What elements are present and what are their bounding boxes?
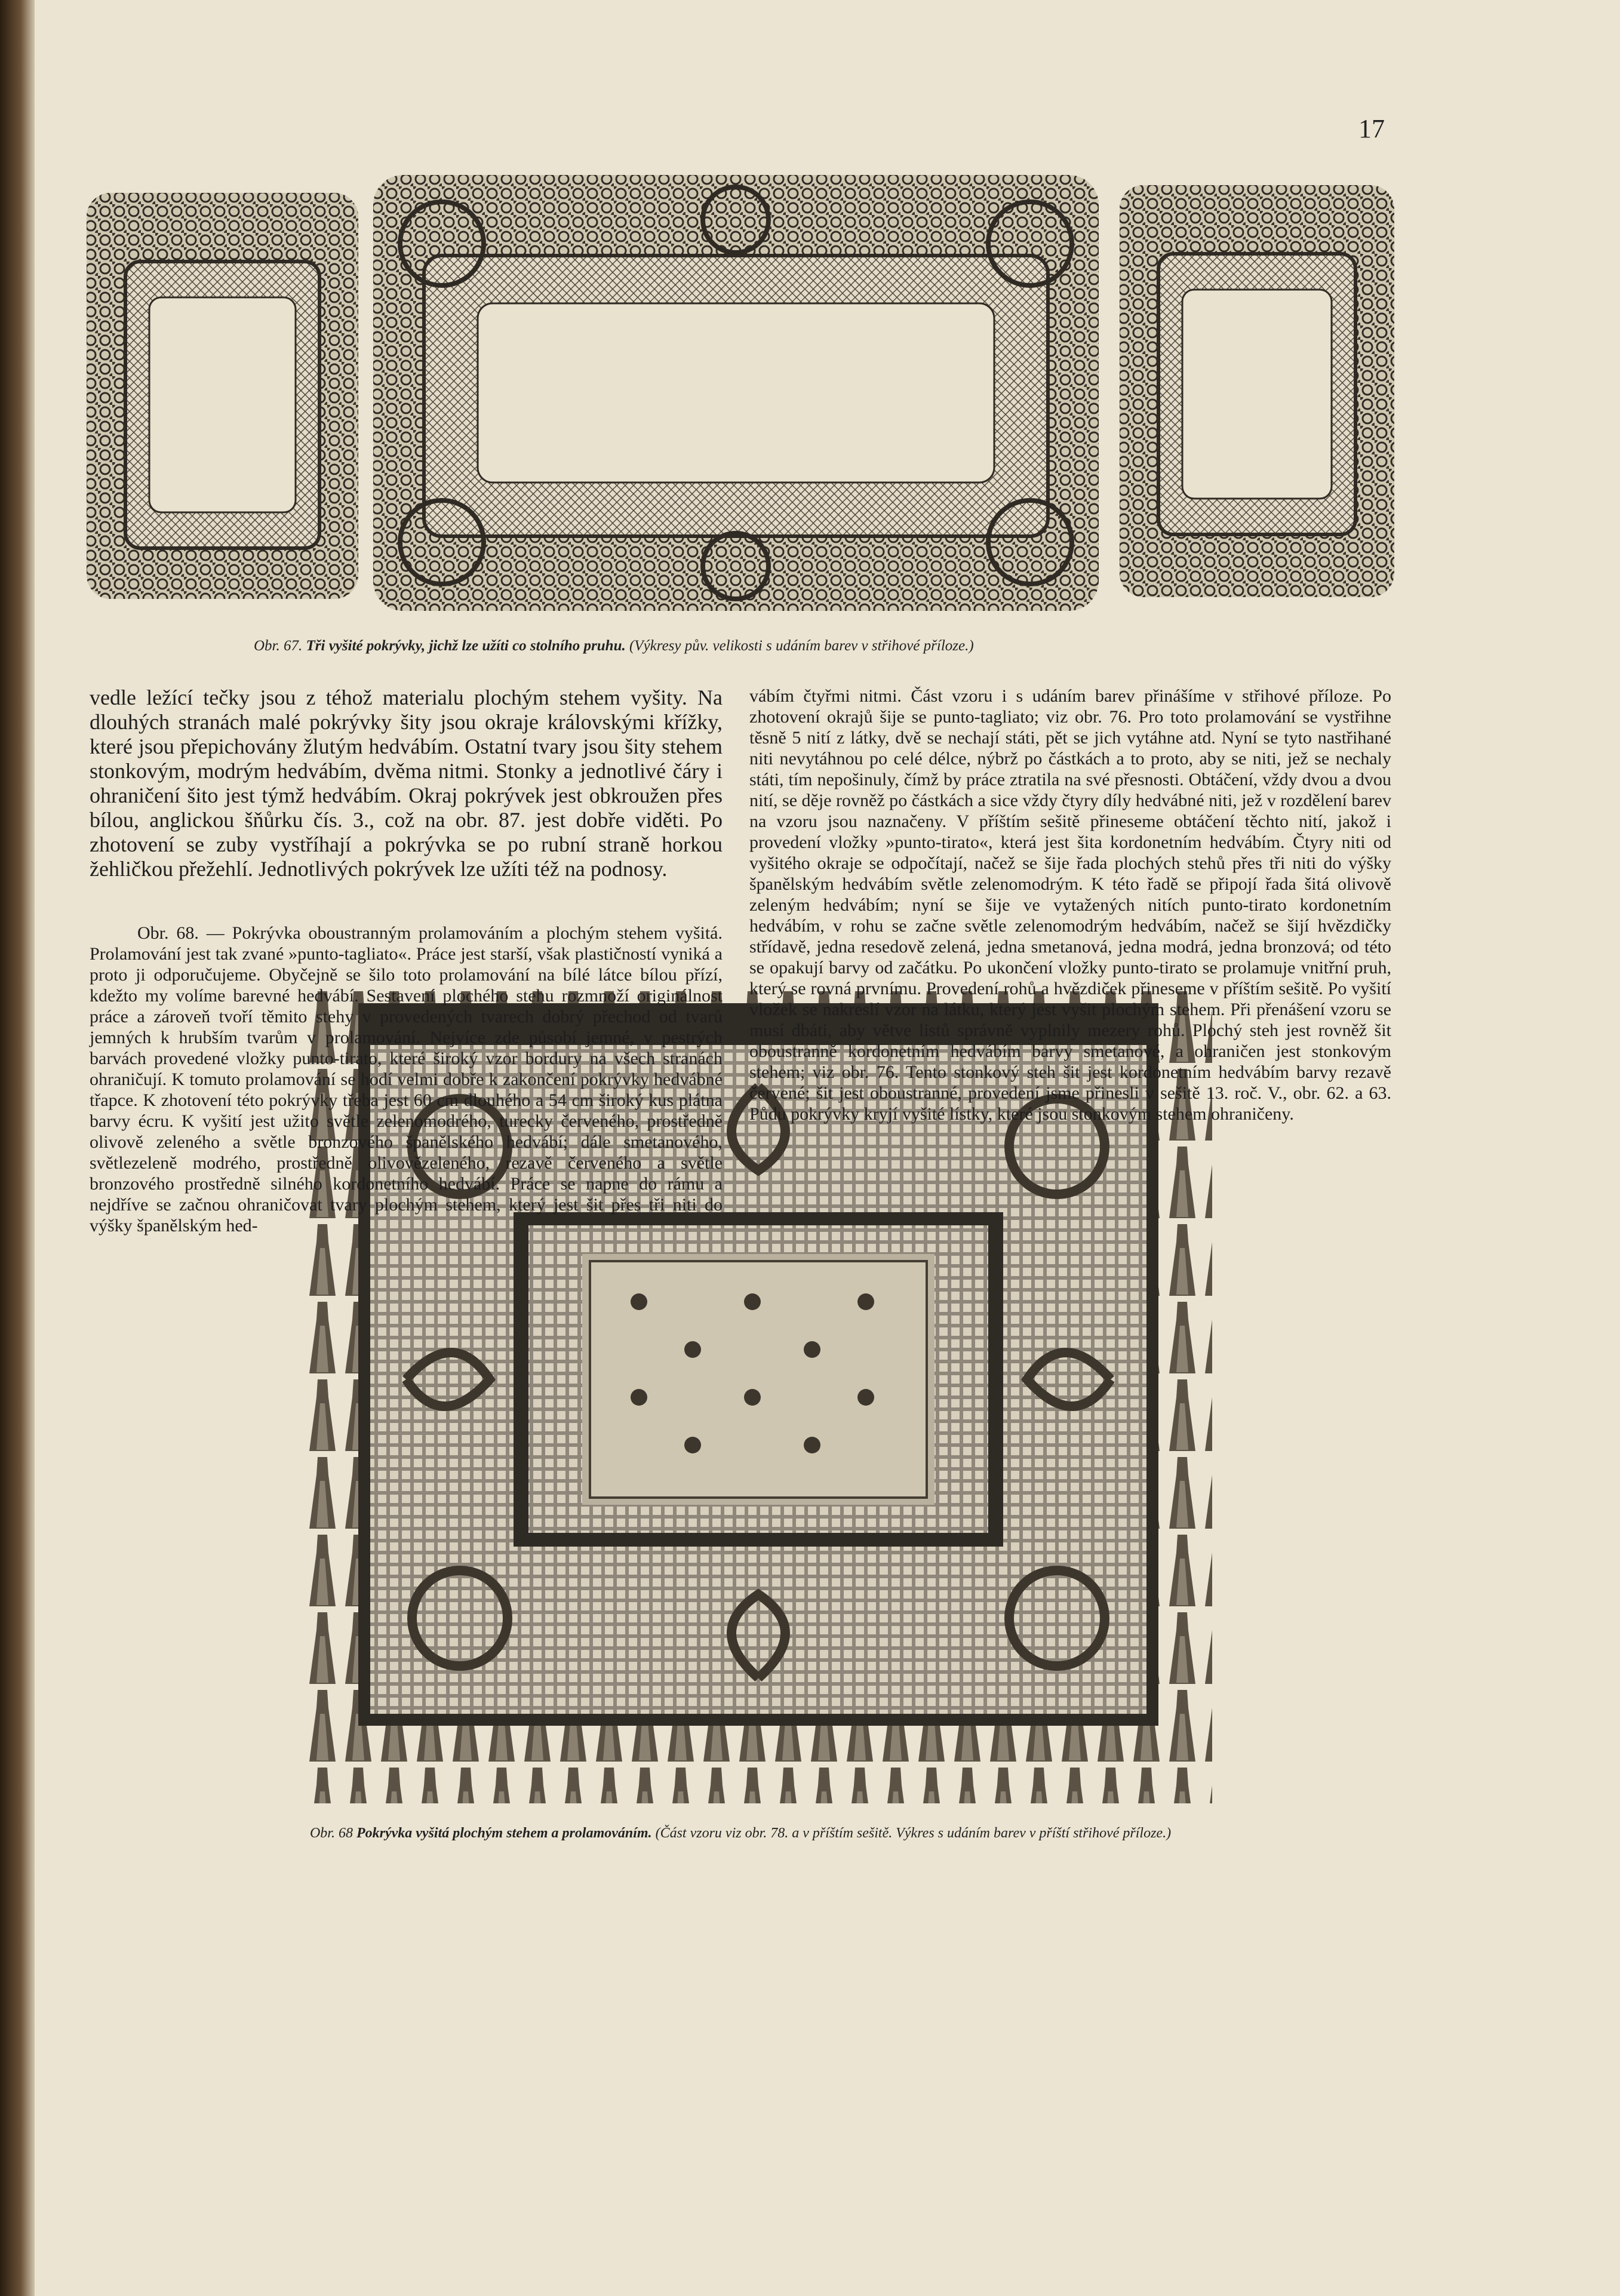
figure-67-caption-note: (Výkresy pův. velikosti s udáním barev v střihové příloze.) [629, 638, 974, 654]
book-binding-edge [0, 0, 35, 2296]
figure-67-doily-center [370, 172, 1102, 614]
figure-68-caption-note: (Část vzoru viz obr. 78. a v příštím sešitě. Výkres s udáním barev v příští střihové příloze.) [655, 1825, 1172, 1841]
figure-67-doily-right [1117, 182, 1397, 600]
figure-68-caption-prefix: Obr. 68 [309, 1825, 353, 1841]
text-column-left [90, 686, 723, 881]
paragraph-right: vábím čtyřmi nitmi. Část vzoru i s udáním barev přinášíme v střihové příloze. Po zhotovení okrajů šije se punto-tagliato; viz obr. 76. Pro toto prolamování se vystřihne těsně 5 nití z látky, dvě se nechají státi, pět se jich vytáhne atd. Nyní se tyto nastřihané niti nevytáhnou po celé délce, nýbrž po částkách a to proto, aby se niti, jež se nechaly státi, tím nepošinuly, čímž by práce ztratila na své přesnosti. Obtáčení, vždy dvou a dvou nití, se děje rovněž po částkách a sice vždy čtyry díly hedvábné niti, jež v rozdělení barev na vzoru jsou naznačeny. V příštím sešitě přineseme obtáčení těchto nití, jakož i provedení vložky »punto-tirato«, která jest šita kordonetním hedvábím. Čtyry niti od vyšitého okraje se odpočítají, načež se šije řada plochých stehů přes tři niti do výšky španělským hedvábím světle zelenomodrým. K této řadě se připojí řada šitá olivově zeleným hedvábím; nyní se šije ve vytažených nitích punto-tirato kordonetním hedvábím, v rohu se začne světle zelenomodrým hedvábím, načež se šijí hvězdičky střídavě, jedna resedově zelená, jedna smetanová, jedna modrá, jedna bronzová; od této se opakují barvy od začátku. Po ukončení vložky punto-tirato se prolamuje vnitřní pruh, který se rovná prvnímu. Provedení rohů a hvězdiček přineseme v příštím sešitě. Po vyšití vložek se nakreslí vzor na látku, který jest vyšit plochým stehem. Při přenášení vzoru se musí dbáti, aby větve listů správně vyplnily mezery rohů. Plochý steh jest rovněž šit oboustranně kordonetním hedvábím barvy smetanové, a ohraničen jest stonkovým stehem; viz obr. 76. Tento stonkový steh šit jest kordonetním hedvábím barvy rezavě červené; šit jest oboustranné, provedení jsme přinesli v sešitě 13. roč. V., obr. 62. a 63. Půdu pokrývky kryjí vyšité lístky, které jsou stonkovým stehem ohraničeny. [749, 686, 1391, 1124]
figure-68-caption-title: Pokrývka vyšitá plochým stehem a prolamováním. [356, 1825, 652, 1841]
page-number: 17 [1358, 114, 1385, 143]
figure-67-caption-title: Tři vyšité pokrývky, jichž lze užíti co stolního pruhu. [306, 638, 626, 654]
text-column-left-obr68 [90, 923, 723, 1236]
paragraph-obr68: Obr. 68. — Pokrývka oboustranným prolamováním a plochým stehem vyšitá. Prolamování jest tak zvané »punto-tagliato«. Práce jest starší, však plastičností vyniká a proto ji odporučujeme. Obyčejně se šilo toto prolamování na bílé látce bílou přízí, kdežto my volíme barevné hedvábí. Sestavení plochého stehu rozmnoží originálnost práce a zároveň tvoří těmito stehy v provedených tvarech dobrý přechod od tvarů jemných k hrubším tvarům v prolamování. Nejvíce zde působí jemné, v pestrých barvách provedené vložky punto-tirato, které široký vzor bordury na všech stranách ohraničují. K tomuto prolamování se hodí velmi dobře k zakončení pokrývky hedvábné třapce. K zhotovení této pokrývky třeba jest 60 cm dlouhého a 54 cm široký kus plátna barvy écru. K vyšití jest užito světle zelenomodrého, turecky červeného, prostředně olivově zeleného a světle bronzového španělského hedvábí; dále smetanového, světlezeleně modrého, prostředně olivovězeleného, rezavě červeného a světle bronzového prostředně silného kordonetního hedvábí. Práce se napne do rámu a nejdříve se začnou ohraničovat tvary plochým stehem, který jest šit přes tři niti do výšky španělským hed- [90, 923, 723, 1235]
figure-67-caption-prefix: Obr. 67. [254, 638, 303, 654]
paragraph-left-top: vedle ležící tečky jsou z téhož materialu plochým stehem vyšity. Na dlouhých stranách malé pokrývky šity jsou okraje královskými křížky, které jsou přepichovány žlutým hedvábím. Ostatní tvary jsou šity stehem stonkovým, modrým hedvábím, dvěma nitmi. Stonky a jednotlivé čáry i ohraničení šito jest týmž hedvábím. Okraj pokrývek jest obkroužen přes bílou, anglickou šňůrku čís. 3., což na obr. 87. jest dobře viděti. Po zhotovení se zuby vystříhají a pokrývka se po rubní straně horkou žehličkou přežehlí. Jednotlivých pokrývek lze užíti též na podnosy. [90, 686, 723, 881]
figure-67-caption [254, 638, 974, 654]
figure-68-caption [257, 1824, 1224, 1842]
text-column-right [749, 686, 1391, 1124]
figure-67-doily-left [84, 190, 361, 602]
